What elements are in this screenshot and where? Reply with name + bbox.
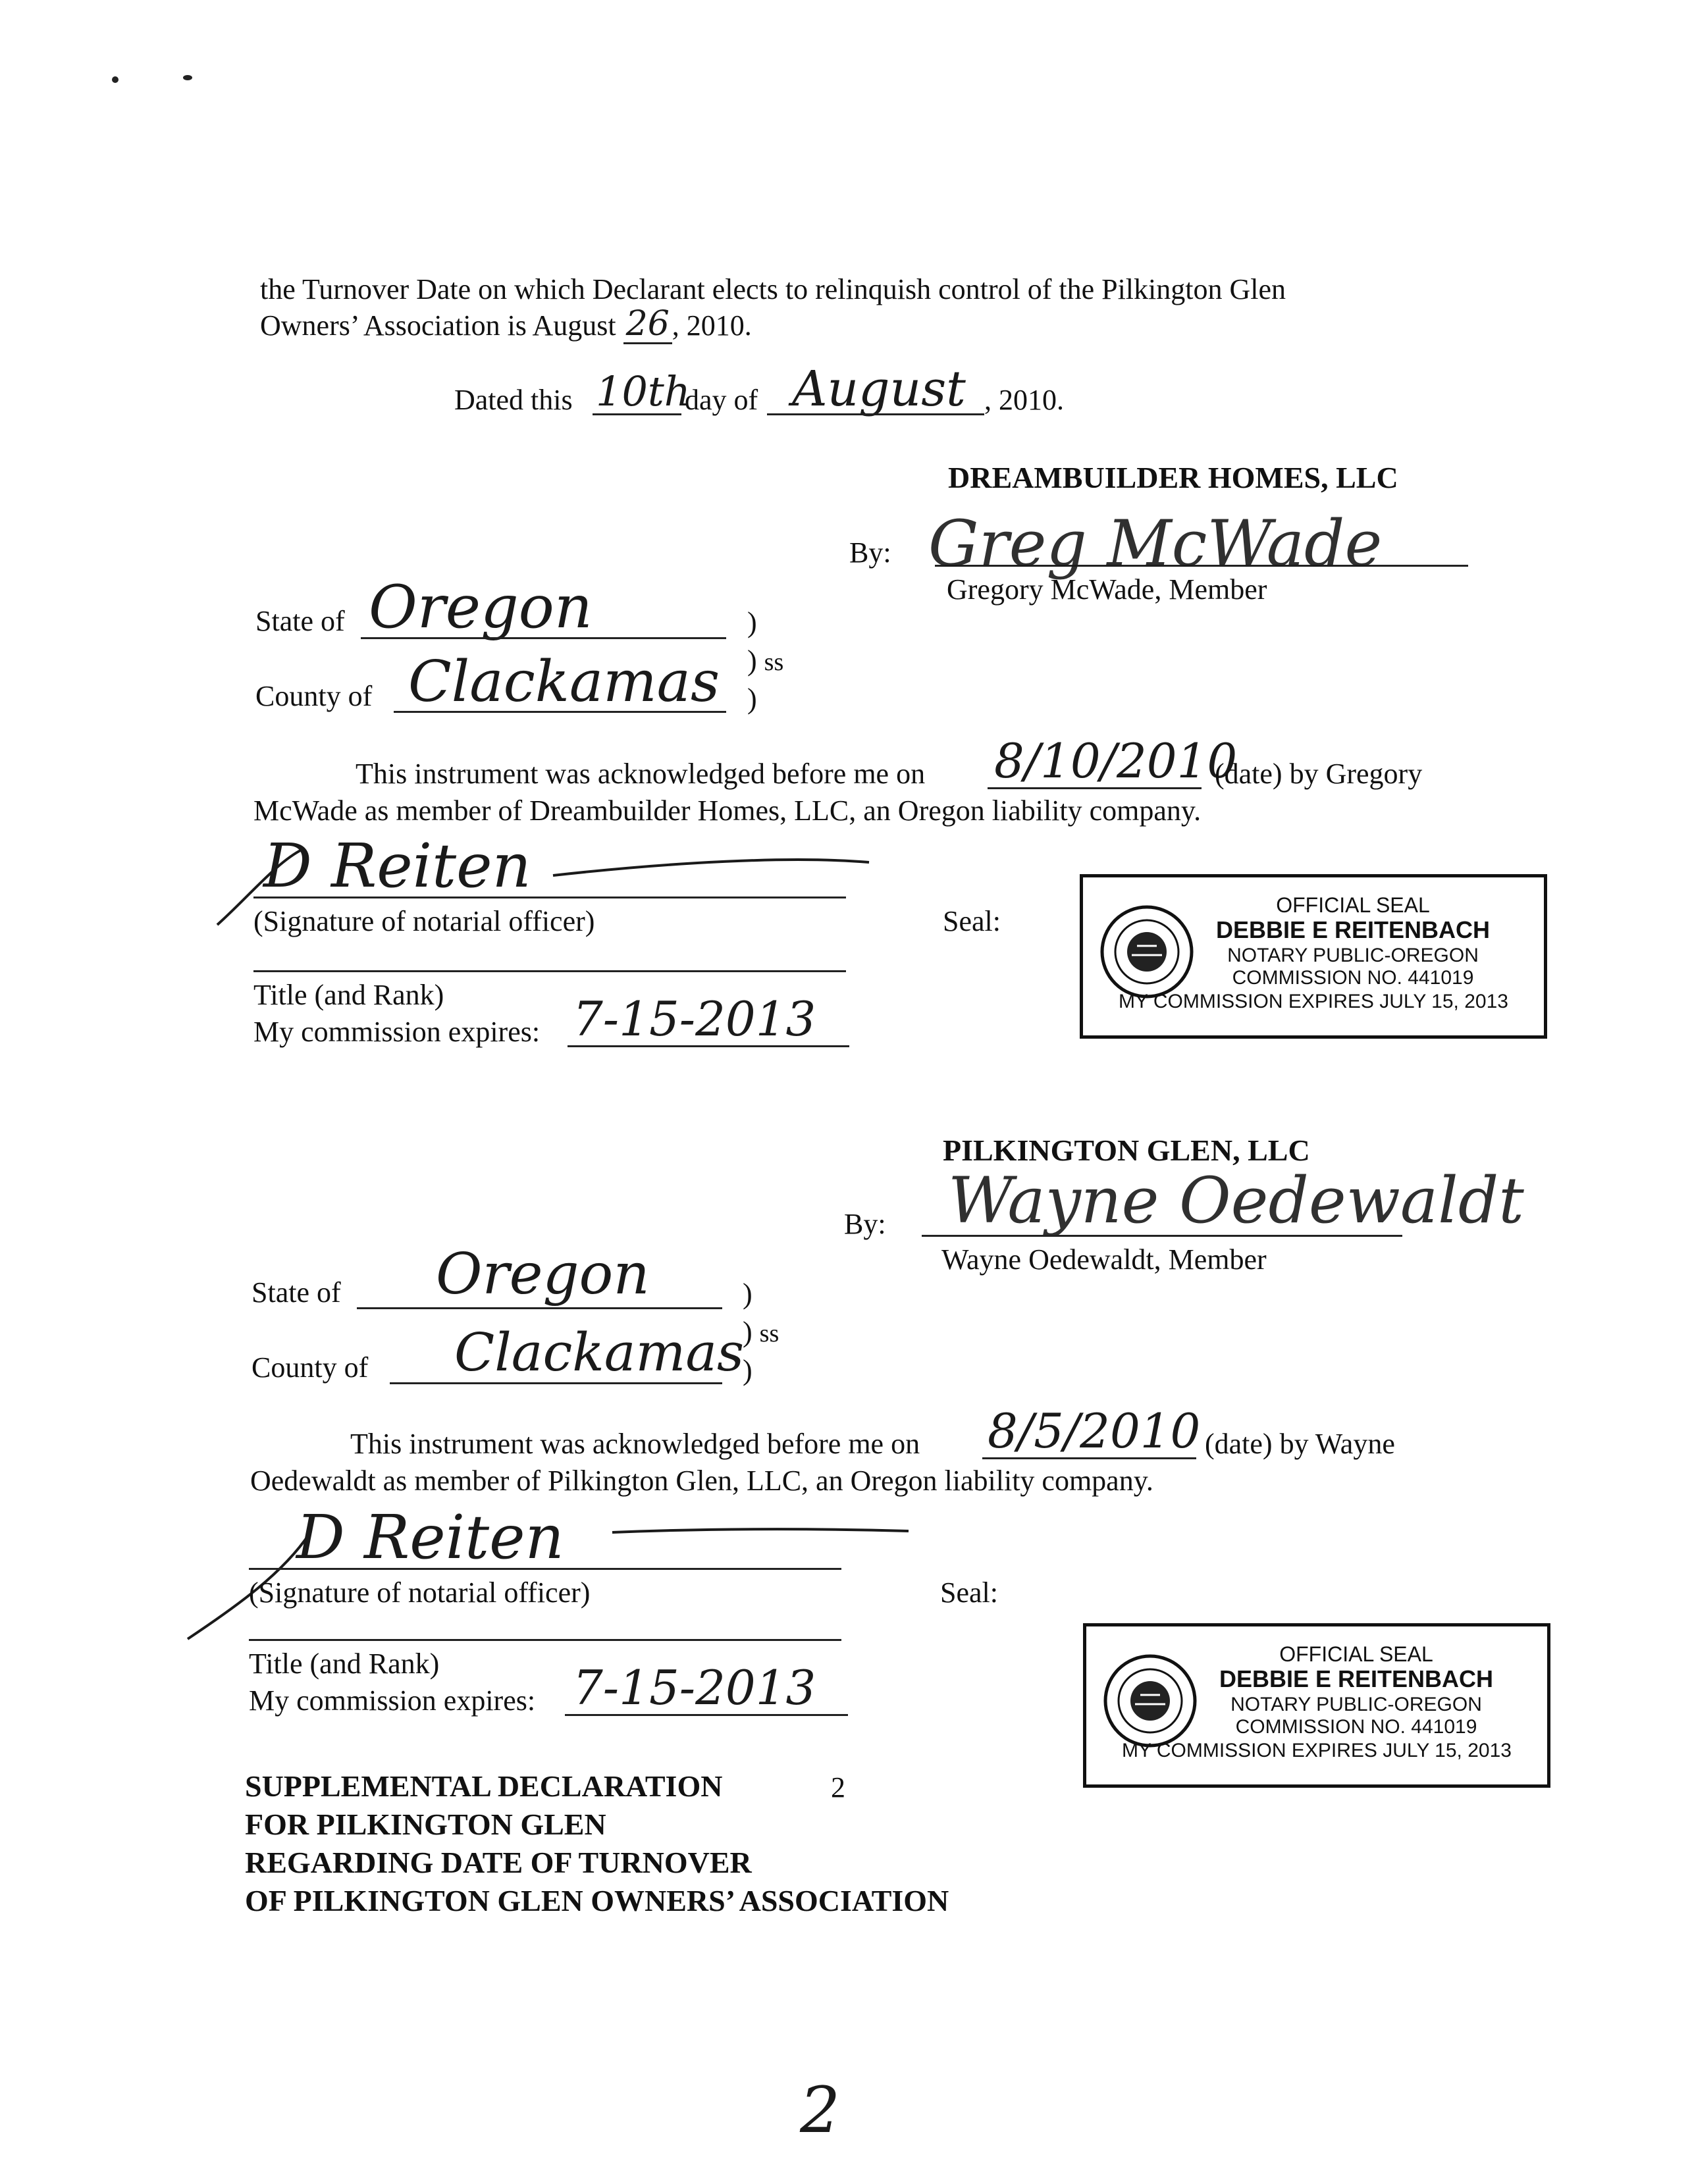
- block2-county-underline: [390, 1382, 722, 1384]
- scan-speck: [183, 75, 192, 80]
- block1-state-value: Oregon: [369, 573, 593, 642]
- block1-paren-1: ): [747, 606, 757, 638]
- block2-paren-3: ): [743, 1354, 753, 1386]
- footer-page-ref: 2: [831, 1771, 845, 1804]
- state-seal-emblem-icon: [1101, 1651, 1200, 1750]
- block2-commission-value: 7-15-2013: [573, 1660, 816, 1715]
- footer-title-line3: REGARDING DATE OF TURNOVER: [245, 1846, 752, 1879]
- block2-title-line: [249, 1639, 841, 1641]
- opening-line-2-prefix: Owners’ Association is August: [260, 309, 616, 342]
- opening-line-2: [260, 305, 752, 344]
- block2-paren-1: ): [743, 1278, 753, 1310]
- official-seal-stamp-2: [1083, 1623, 1550, 1788]
- block1-county-value: Clackamas: [408, 649, 720, 715]
- block2-ack-prefix: This instrument was acknowledged before me on: [350, 1428, 920, 1460]
- block2-title-label: Title (and Rank): [249, 1648, 440, 1680]
- block1-signature: Greg McWade: [928, 507, 1383, 581]
- block1-ack-suffix: (date) by Gregory: [1215, 758, 1423, 790]
- block2-company-name: PILKINGTON GLEN, LLC: [943, 1133, 1310, 1167]
- block1-ack-date-underline: [988, 787, 1202, 789]
- dated-month-handwritten: August: [792, 361, 966, 417]
- block2-commission-label: My commission expires:: [249, 1684, 536, 1717]
- block1-state-underline: [361, 637, 726, 639]
- block2-notary-sig-line: [249, 1568, 841, 1570]
- opening-line-2-suffix: , 2010.: [672, 309, 752, 342]
- block1-county-label: County of: [255, 680, 373, 712]
- seal1-line3: NOTARY PUBLIC-OREGON: [1227, 945, 1479, 966]
- dated-day-handwritten: 10th: [596, 367, 691, 415]
- block2-county-value: Clackamas: [454, 1322, 745, 1383]
- block2-ack-date-underline: [982, 1457, 1196, 1459]
- block1-commission-value: 7-15-2013: [573, 991, 816, 1047]
- block1-ack-date: 8/10/2010: [994, 733, 1238, 789]
- block1-seal-label: Seal:: [943, 905, 1001, 937]
- dated-month-underline: [767, 413, 984, 415]
- footer-title-line4: OF PILKINGTON GLEN OWNERS’ ASSOCIATION: [245, 1884, 949, 1917]
- footer-title-line2: FOR PILKINGTON GLEN: [245, 1807, 606, 1841]
- block1-paren-2: ) ss: [747, 644, 784, 677]
- seal2-line4: COMMISSION NO. 441019: [1235, 1716, 1477, 1738]
- block2-seal-label: Seal:: [940, 1576, 998, 1609]
- block1-commission-label: My commission expires:: [253, 1016, 541, 1048]
- block2-ack-date: 8/5/2010: [988, 1403, 1201, 1459]
- block1-state-label: State of: [255, 605, 345, 637]
- block2-signature: Wayne Oedewaldt: [948, 1164, 1524, 1237]
- block2-ack-suffix: (date) by Wayne: [1205, 1428, 1395, 1460]
- block2-notary-signature: D Reiten: [296, 1502, 564, 1573]
- block2-signer-caption: Wayne Oedewaldt, Member: [941, 1243, 1267, 1276]
- block2-paren-2: ) ss: [743, 1316, 780, 1348]
- seal2-line5: MY COMMISSION EXPIRES JULY 15, 2013: [1122, 1740, 1512, 1761]
- block2-notary-sig-label: (Signature of notarial officer): [249, 1576, 591, 1609]
- block1-ack-line2: McWade as member of Dreambuilder Homes, LLC, an Oregon liability company.: [253, 794, 1202, 827]
- scan-speck: [112, 76, 119, 83]
- block2-county-label: County of: [251, 1351, 369, 1384]
- block1-paren-3: ): [747, 683, 757, 715]
- seal2-line1: OFFICIAL SEAL: [1279, 1642, 1433, 1666]
- block1-title-line: [253, 970, 846, 972]
- block2-signature-line: [922, 1235, 1402, 1237]
- block2-state-underline: [357, 1307, 722, 1309]
- dated-day-underline: [593, 413, 681, 415]
- block1-county-underline: [394, 711, 726, 713]
- block1-ss: ss: [764, 648, 784, 676]
- official-seal-stamp-1: [1080, 874, 1547, 1039]
- block1-commission-underline: [568, 1045, 849, 1047]
- block2-commission-underline: [565, 1714, 848, 1716]
- dated-prefix: Dated this: [454, 384, 573, 416]
- block1-notary-sig-line: [253, 897, 846, 898]
- seal1-line1: OFFICIAL SEAL: [1276, 893, 1430, 917]
- block1-title-label: Title (and Rank): [253, 979, 444, 1011]
- footer-title-line1: SUPPLEMENTAL DECLARATION: [245, 1769, 723, 1803]
- block2-state-label: State of: [251, 1276, 341, 1309]
- seal1-line2: DEBBIE E REITENBACH: [1215, 916, 1491, 943]
- block1-by-label: By:: [849, 536, 891, 569]
- opening-line-1: the Turnover Date on which Declarant elects to relinquish control of the Pilkington Glen: [260, 273, 1286, 305]
- block2-by-label: By:: [844, 1208, 886, 1240]
- state-seal-emblem-icon: [1097, 902, 1196, 1001]
- dated-mid: day of: [685, 384, 758, 416]
- block1-notary-sig-label: (Signature of notarial officer): [253, 905, 595, 937]
- seal2-line3: NOTARY PUBLIC-OREGON: [1230, 1694, 1482, 1715]
- dated-suffix: , 2010.: [984, 384, 1064, 416]
- seal1-line5: MY COMMISSION EXPIRES JULY 15, 2013: [1119, 991, 1508, 1012]
- block1-company-name: DREAMBUILDER HOMES, LLC: [948, 461, 1398, 494]
- block1-notary-signature: D Reiten: [263, 831, 531, 901]
- block2-ack-line2: Oedewaldt as member of Pilkington Glen, LLC, an Oregon liability company.: [250, 1465, 1153, 1497]
- handwritten-page-number: 2: [800, 2073, 841, 2147]
- block1-ack-prefix: This instrument was acknowledged before me on: [356, 758, 926, 790]
- turnover-day-handwritten: 26: [623, 305, 672, 344]
- seal2-line2: DEBBIE E REITENBACH: [1219, 1665, 1494, 1692]
- seal1-line4: COMMISSION NO. 441019: [1232, 967, 1474, 989]
- block1-signer-caption: Gregory McWade, Member: [947, 573, 1267, 606]
- block2-state-value: Oregon: [436, 1241, 650, 1307]
- block2-ss: ss: [759, 1320, 780, 1347]
